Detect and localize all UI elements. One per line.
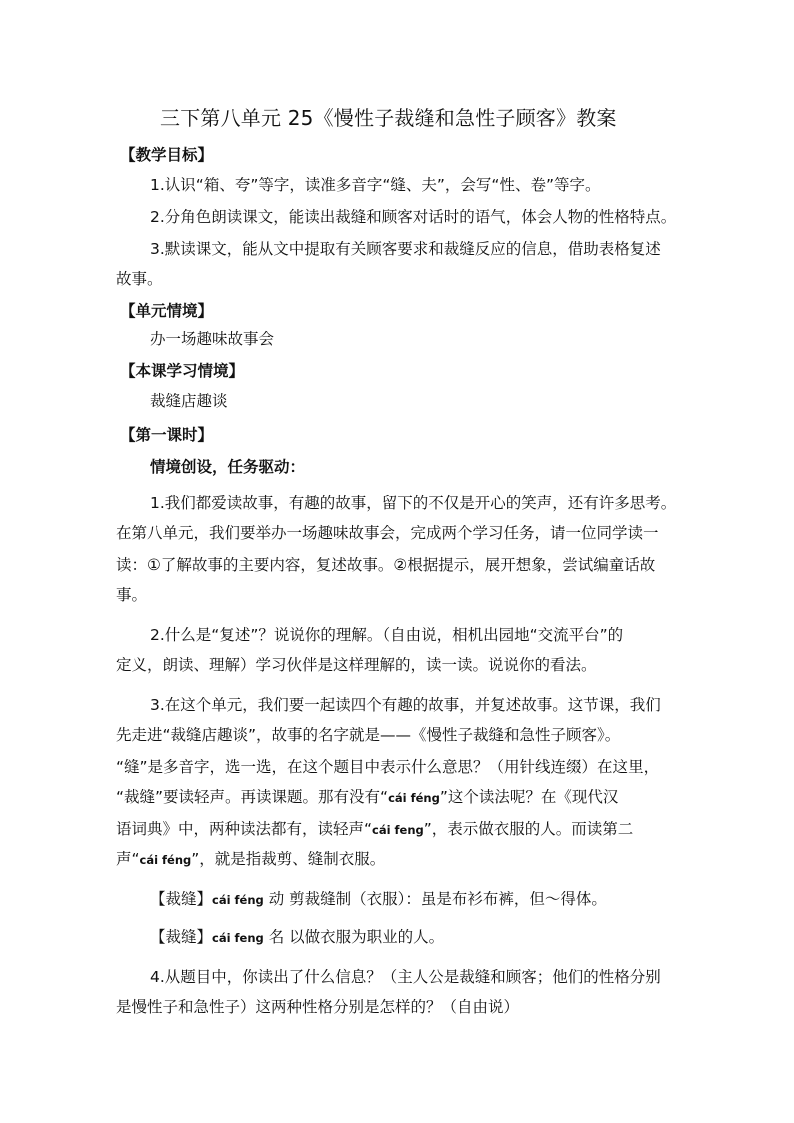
- paragraph-3-line-6-text-b: ”，就是指裁剪、缝制衣服。: [191, 850, 386, 868]
- definition-2: [150, 920, 444, 955]
- heading-unit-context: 【单元情境】: [120, 302, 214, 320]
- paragraph-1-line-1: 1.我们都爱读故事，有趣的故事，留下的不仅是开心的笑声，还有许多思考。: [150, 494, 677, 512]
- definition-1: [150, 882, 607, 917]
- goal-3-line-1: 3.默读课文，能从文中提取有关顾客要求和裁缝反应的信息，借助表格复述: [150, 240, 661, 258]
- definition-1-term: 【裁缝】: [150, 890, 213, 908]
- paragraph-3-line-2: 先走进“裁缝店趣谈”，故事的名字就是——《慢性子裁缝和急性子顾客》。: [116, 726, 621, 744]
- paragraph-3-line-6-text-a: 声“: [116, 850, 140, 868]
- paragraph-3-line-3: “缝”是多音字，选一选，在这个题目中表示什么意思？（用针线连缀）在这里，: [116, 758, 660, 776]
- definition-2-term: 【裁缝】: [150, 928, 213, 946]
- pinyin-cai-feng-2nd: cái féng: [388, 791, 440, 805]
- paragraph-3-line-4: [116, 780, 618, 815]
- goal-1: 1.认识“箱、夸”等字，读准多音字“缝、夫”，会写“性、卷”等字。: [150, 176, 601, 194]
- paragraph-1-line-4: 事。: [116, 586, 148, 604]
- unit-context-text: 办一场趣味故事会: [150, 330, 275, 348]
- definition-1-pinyin: cái féng: [212, 893, 264, 907]
- paragraph-2-line-1: 2.什么是“复述”？说说你的理解。（自由说，相机出园地“交流平台”的: [150, 626, 624, 644]
- heading-teaching-goals: 【教学目标】: [120, 146, 214, 164]
- pinyin-cai-feng-neutral: cái feng: [372, 823, 424, 837]
- paragraph-3-line-5-text-a: 语词典》中，两种读法都有，读轻声“: [116, 820, 373, 838]
- heading-lesson-context: 【本课学习情境】: [120, 362, 245, 380]
- paragraph-3-line-4-text-a: “裁缝”要读轻声。再读课题。那有没有“: [116, 788, 389, 806]
- pinyin-cai-feng-2nd-b: cái féng: [139, 853, 192, 867]
- paragraph-4-line-1: 4.从题目中，你读出了什么信息？（主人公是裁缝和顾客；他们的性格分别: [150, 968, 661, 986]
- goal-2: 2.分角色朗读课文，能读出裁缝和顾客对话时的语气，体会人物的性格特点。: [150, 208, 677, 226]
- definition-2-text: 名 以做衣服为职业的人。: [263, 928, 445, 946]
- lesson-context-text: 裁缝店趣谈: [150, 392, 228, 410]
- task-heading: 情境创设，任务驱动：: [150, 458, 306, 476]
- paragraph-3-line-6: [116, 842, 385, 877]
- paragraph-1-line-2: 在第八单元，我们要举办一场趣味故事会，完成两个学习任务，请一位同学读一: [116, 524, 659, 542]
- definition-1-text: 动 剪裁缝制（衣服）：虽是布衫布裤，但～得体。: [263, 890, 607, 908]
- paragraph-1-line-3: 读：①了解故事的主要内容，复述故事。②根据提示，展开想象，尝试编童话故: [116, 556, 656, 574]
- goal-3-line-2: 故事。: [116, 270, 163, 288]
- paragraph-3-line-5-text-b: ”，表示做衣服的人。而读第二: [423, 820, 634, 838]
- definition-2-pinyin: cái feng: [212, 931, 264, 945]
- heading-first-class: 【第一课时】: [120, 426, 214, 444]
- page-title: 三下第八单元 25《慢性子裁缝和急性子顾客》教案: [160, 106, 617, 130]
- paragraph-3-line-4-text-b: ”这个读法呢？在《现代汉: [439, 788, 619, 806]
- paragraph-2-line-2: 定义，朗读、理解）学习伙伴是这样理解的，读一读。说说你的看法。: [116, 656, 597, 674]
- paragraph-4-line-2: 是慢性子和急性子）这两种性格分别是怎样的？（自由说）: [116, 998, 520, 1016]
- paragraph-3-line-1: 3.在这个单元，我们要一起读四个有趣的故事，并复述故事。这节课，我们: [150, 696, 661, 714]
